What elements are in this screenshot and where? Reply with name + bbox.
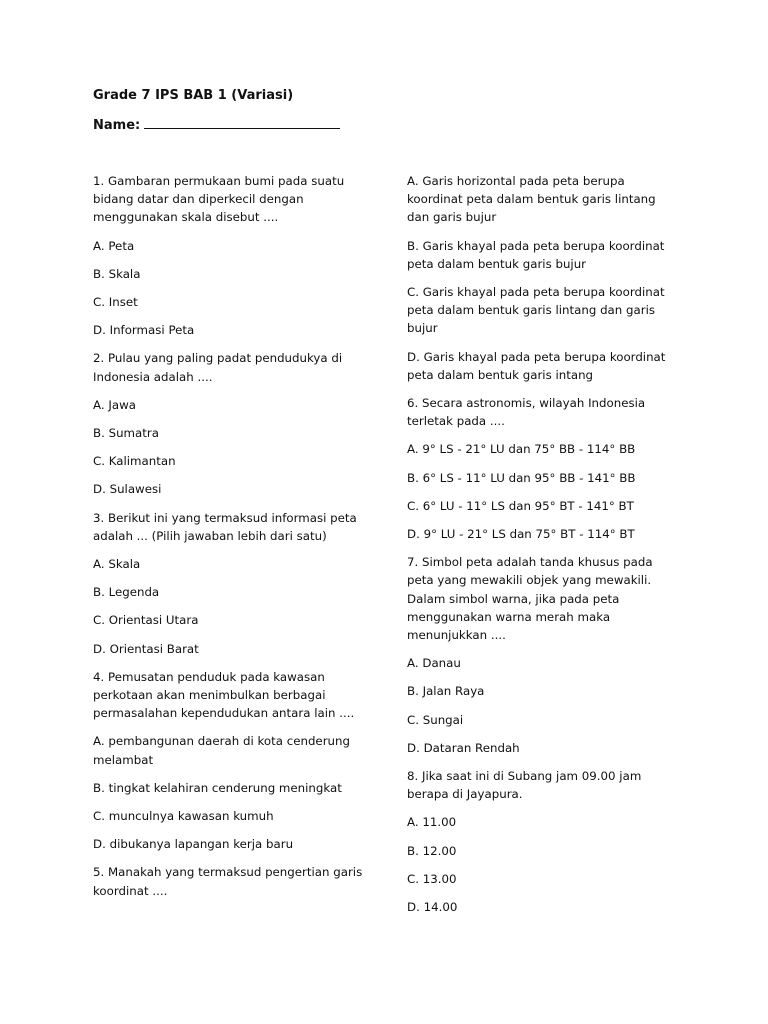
answer-option: B. Legenda: [93, 585, 160, 600]
answer-option: D. 14.00: [407, 900, 458, 915]
answer-option: C. Sungai: [407, 712, 464, 727]
answer-option: D. 9° LU - 21° LS dan 75° BT - 114° BT: [407, 527, 635, 542]
answer-option: D. Informasi Peta: [93, 323, 195, 338]
name-label: Name:: [93, 118, 141, 133]
answer-option: D. Orientasi Barat: [93, 641, 199, 656]
answer-option: A. Jawa: [93, 397, 136, 412]
answer-option: D. Dataran Rendah: [407, 740, 520, 755]
answer-option: C. 6° LU - 11° LS dan 95° BT - 141° BT: [407, 498, 634, 513]
question-text: 1. Gambaran permukaan bumi pada suatu bidang datar dan diperkecil dengan menggunakan skala disebut ....: [93, 174, 345, 225]
left-column: [93, 172, 375, 910]
question-text: 4. Pemusatan penduduk pada kawasan perkotaan akan menimbulkan berbagai permasalahan kependudukan antara lain ....: [93, 669, 355, 721]
answer-option: A. 9° LS - 21° LU dan 75° BB - 114° BB: [407, 442, 636, 457]
answer-option: A. Skala: [93, 557, 141, 572]
page-title: Grade 7 IPS BAB 1 (Variasi): [93, 88, 294, 103]
name-blank-line: [144, 116, 340, 129]
question-text: 2. Pulau yang paling padat pendudukya di Indonesia adalah ....: [93, 351, 343, 384]
answer-option: C. munculnya kawasan kumuh: [93, 809, 274, 824]
answer-option: B. Garis khayal pada peta berupa koordinat peta dalam bentuk garis bujur: [407, 238, 665, 271]
answer-option: A. Garis horizontal pada peta berupa koordinat peta dalam bentuk garis lintang dan garis bujur: [407, 174, 656, 225]
question-text: 8. Jika saat ini di Subang jam 09.00 jam berapa di Jayapura.: [407, 769, 642, 802]
answer-option: D. Garis khayal pada peta berupa koordinat peta dalam bentuk garis intang: [407, 349, 666, 382]
answer-option: C. 13.00: [407, 871, 457, 886]
answer-option: C. Kalimantan: [93, 454, 176, 469]
answer-option: B. Skala: [93, 266, 141, 281]
question-text: 3. Berikut ini yang termaksud informasi peta adalah ... (Pilih jawaban lebih dari satu): [93, 510, 357, 543]
answer-option: B. 12.00: [407, 843, 457, 858]
answer-option: A. Danau: [407, 656, 461, 671]
answer-option: C. Inset: [93, 295, 138, 310]
answer-option: D. Sulawesi: [93, 482, 162, 497]
answer-option: B. tingkat kelahiran cenderung meningkat: [93, 780, 342, 795]
answer-option: D. dibukanya lapangan kerja baru: [93, 837, 294, 852]
question-text: 6. Secara astronomis, wilayah Indonesia terletak pada ....: [407, 396, 646, 429]
answer-option: A. 11.00: [407, 815, 457, 830]
answer-option: B. 6° LS - 11° LU dan 95° BB - 141° BB: [407, 470, 636, 485]
name-field: [93, 116, 340, 133]
answer-option: C. Garis khayal pada peta berupa koordinat peta dalam bentuk garis lintang dan garis bujur: [407, 285, 665, 336]
answer-option: B. Jalan Raya: [407, 684, 485, 699]
question-text: 5. Manakah yang termaksud pengertian garis koordinat ....: [93, 865, 363, 898]
question-text: 7. Simbol peta adalah tanda khusus pada peta yang mewakili objek yang mewakili. Dalam simbol warna, jika pada peta menggunakan warna merah maka menunjukkan ....: [407, 555, 653, 643]
answer-option: A. pembangunan daerah di kota cenderung melambat: [93, 734, 350, 767]
answer-option: A. Peta: [93, 238, 135, 253]
answer-option: C. Orientasi Utara: [93, 613, 199, 628]
answer-option: B. Sumatra: [93, 426, 159, 441]
right-column: [407, 172, 669, 926]
